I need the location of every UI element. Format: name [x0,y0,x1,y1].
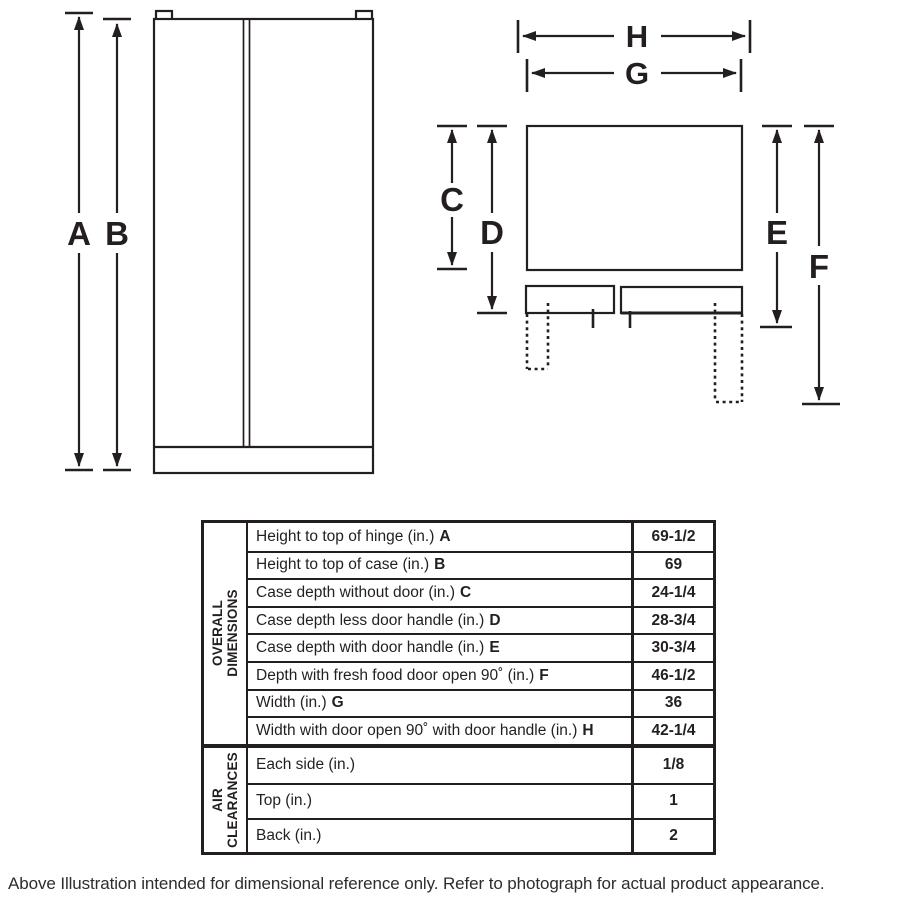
fridge-front-view [154,11,373,473]
table-row-value: 69-1/2 [631,523,713,551]
table-row-label [248,633,631,661]
dim-label-E: E [765,214,789,251]
table-row-label [248,783,631,818]
row-dim-key: D [489,611,501,629]
air-header-line1: AIR [210,788,226,813]
reference-footnote: Above Illustration intended for dimensional reference only. Refer to photograph for actual product appearance. [8,874,825,893]
row-dim-key: H [582,721,594,739]
fresh-food-door-top-view [621,287,742,313]
row-dim-key: E [489,639,500,657]
table-row-value: 24-1/4 [631,578,713,606]
overall-header-line2: DIMENSIONS [225,589,241,678]
dim-label-F: F [808,248,830,285]
row-dim-key: F [539,666,549,684]
table-row-label [248,551,631,579]
dimension-D [477,126,507,313]
row-label-text: Case depth with door handle (in.) [256,639,485,657]
row-label-text: Case depth without door (in.) [256,583,456,601]
table-row-value: 2 [631,818,713,853]
row-label-text: Top (in.) [256,792,312,810]
dim-label-C: C [440,181,464,218]
table-row-label [248,818,631,853]
dimension-E [760,126,792,327]
table-row-label [248,578,631,606]
table-row-label [248,716,631,744]
row-dim-key: A [439,527,451,545]
freezer-door-top-view [526,286,614,313]
row-label-text: Width (in.) [256,694,327,712]
row-dim-key: C [460,583,472,601]
row-label-text: Height to top of case (in.) [256,556,430,574]
table-row-label [248,523,631,551]
dim-label-A: A [67,215,91,252]
table-row-value: 1 [631,783,713,818]
dimensions-table [201,520,716,855]
dim-label-G: G [624,56,650,91]
table-row-label [248,689,631,717]
row-label-text: Depth with fresh food door open 90˚ (in.) [256,666,535,684]
dimension-G [527,56,741,92]
table-row-value: 1/8 [631,748,713,783]
door-handle-right-dotted [715,303,742,402]
table-row-label [248,661,631,689]
dim-label-B: B [105,215,129,252]
dim-label-H: H [625,19,649,54]
table-row-label [248,748,631,783]
row-label-text: Width with door open 90˚ with door handle (in.) [256,721,578,739]
air-clearances-section [204,744,713,853]
dimension-H [518,19,750,54]
fridge-top-view [526,126,742,402]
row-label-text: Height to top of hinge (in.) [256,527,435,545]
row-label-text: Each side (in.) [256,756,356,774]
overall-dimensions-section [204,523,713,744]
dimension-B [103,19,131,470]
row-dim-key: G [331,694,344,712]
table-row-value: 30-3/4 [631,633,713,661]
table-row-value: 36 [631,689,713,717]
table-row-value: 28-3/4 [631,606,713,634]
dim-label-D: D [480,214,504,251]
case-top-view [527,126,742,270]
air-clearances-header [204,748,248,853]
dimension-A [65,13,93,470]
table-row-value: 46-1/2 [631,661,713,689]
table-row-value: 42-1/4 [631,716,713,744]
row-label-text: Case depth less door handle (in.) [256,611,485,629]
overall-header-line1: OVERALL [210,600,226,667]
table-row-value: 69 [631,551,713,579]
dimension-C [437,126,467,269]
overall-dimensions-header [204,523,248,744]
air-header-line2: CLEARANCES [225,752,241,848]
row-label-text: Back (in.) [256,826,322,844]
fridge-outline [154,19,373,473]
row-dim-key: B [434,556,446,574]
dimension-F [802,126,840,404]
table-row-label [248,606,631,634]
